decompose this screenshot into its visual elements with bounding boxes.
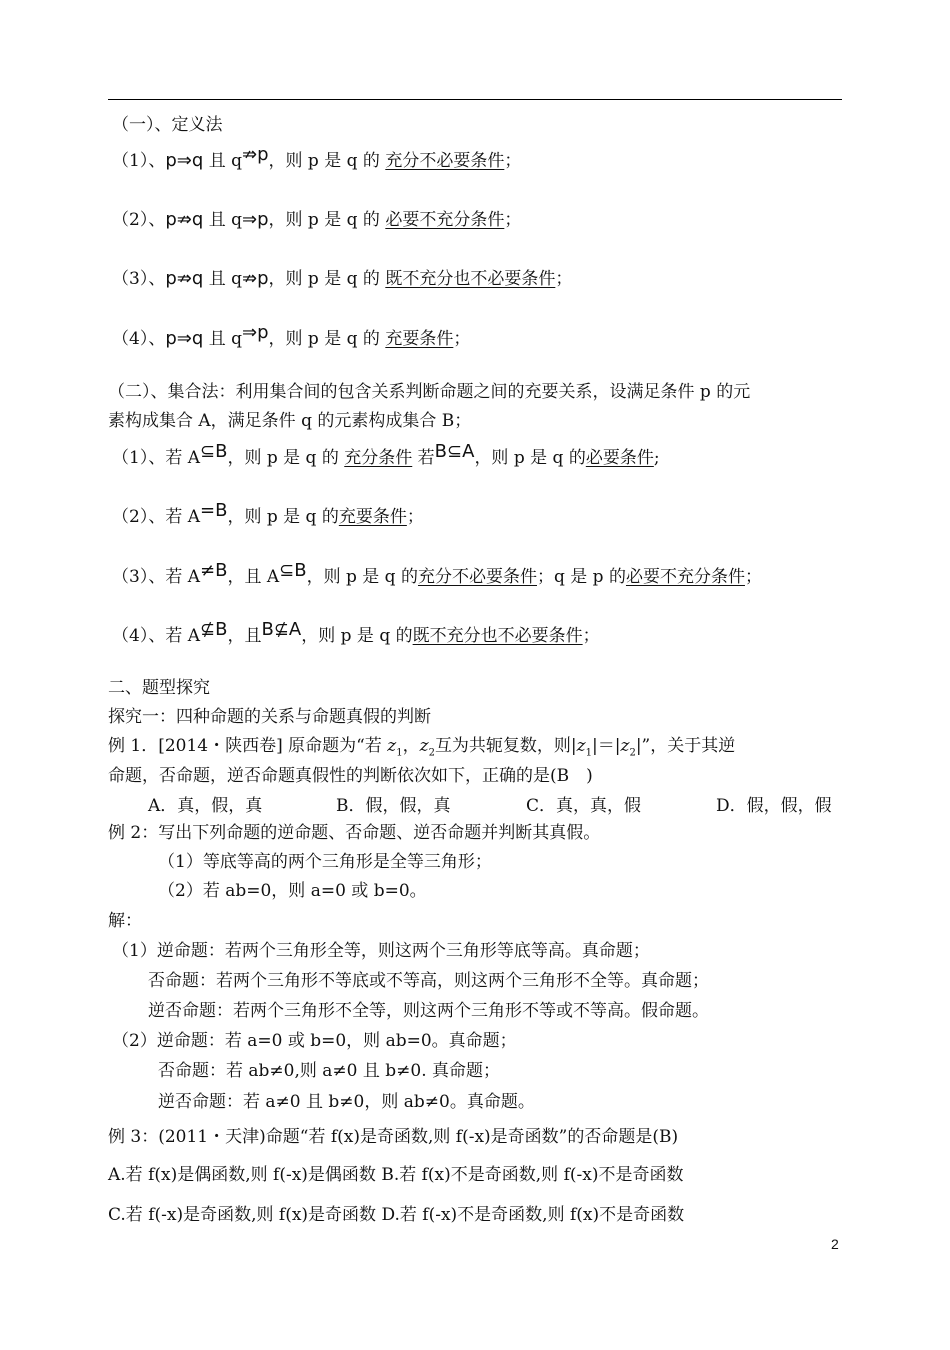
solution-2-contrapositive: 逆否命题：若 a≠0 且 b≠0，则 ab≠0。真命题。 — [158, 1092, 535, 1112]
example-1-line2: 命题，否命题，逆否命题真假性的判断依次如下，正确的是(B ) — [108, 766, 593, 786]
explore-heading: 探究一：四种命题的关系与命题真假的判断 — [108, 707, 431, 727]
option-c: C．真，真，假 — [526, 796, 642, 816]
header-rule — [108, 99, 842, 100]
set-item-2: （2）、若 A=B，则 p 是 q 的充要条件； — [112, 500, 424, 527]
definition-item-3: （3）、p⇏q 且 q⇏p，则 p 是 q 的 既不充分也不必要条件； — [112, 268, 573, 289]
definition-item-1: （1）、p⇒q 且 q⇏p，则 p 是 q 的 充分不必要条件； — [112, 144, 522, 171]
definition-item-4: （4）、p⇒q 且 q⇒p，则 p 是 q 的 充要条件； — [112, 322, 471, 349]
example-3-options-cd: C.若 f(-x)是奇函数,则 f(x)是奇函数 D.若 f(-x)不是奇函数,则 f(x)不是奇函数 — [108, 1205, 685, 1225]
answer-blank: 既不充分也不必要条件 — [412, 626, 583, 646]
answer-blank: 充要条件 — [385, 329, 454, 349]
set-item-1: （1）、若 A⊆B，则 p 是 q 的 充分条件 若B⊆A，则 p 是 q 的必要条件; — [112, 441, 660, 468]
option-b: B．假，假，真 — [336, 796, 451, 816]
set-method-intro-line2: 素构成集合 A，满足条件 q 的元素构成集合 B； — [108, 411, 472, 431]
example-1-line1: 例 1．[2014・陕西卷] 原命题为“若 $z_1$，$z_2$互为共轭复数，则$|z_1|=|z_2|$”，关于其逆 — [108, 736, 736, 759]
answer-blank: 充分不必要条件 — [385, 151, 505, 171]
solution-1-inverse: 否命题：若两个三角形不等底或不等高，则这两个三角形不全等。真命题； — [148, 971, 709, 991]
answer-blank: 充要条件 — [338, 507, 407, 527]
option-a: A．真，假，真 — [148, 796, 263, 816]
example-3-options-ab: A.若 f(x)是偶函数,则 f(-x)是偶函数 B.若 f(x)不是奇函数,则 f(-x)不是奇函数 — [108, 1165, 684, 1185]
option-d: D．假，假，假 — [716, 796, 832, 816]
section-heading: 二、题型探究 — [108, 678, 210, 698]
answer-blank: 充分条件 — [344, 448, 413, 468]
definition-item-2: （2）、p⇏q 且 q⇒p，则 p 是 q 的 必要不充分条件； — [112, 209, 522, 230]
answer-blank: 充分不必要条件 — [417, 567, 537, 587]
example-2-item-1: （1）等底等高的两个三角形是全等三角形； — [158, 852, 492, 872]
page-number: 2 — [831, 1236, 839, 1252]
answer-blank: 必要不充分条件 — [625, 567, 745, 587]
solution-1-contrapositive: 逆否命题：若两个三角形不全等，则这两个三角形不等或不等高。假命题。 — [148, 1001, 709, 1021]
solution-2-inverse: 否命题：若 ab≠0,则 a≠0 且 b≠0. 真命题； — [158, 1061, 501, 1081]
solution-1-converse: （1）逆命题：若两个三角形全等，则这两个三角形等底等高。真命题； — [112, 941, 650, 961]
answer-blank: 必要不充分条件 — [385, 210, 505, 230]
set-method-intro-line1: （二）、集合法：利用集合间的包含关系判断命题之间的充要关系，设满足条件 p 的元 — [108, 382, 751, 402]
answer-blank: 必要条件 — [585, 448, 654, 468]
solution-label: 解： — [108, 911, 142, 931]
section-definition-title: （一）、定义法 — [112, 115, 223, 135]
example-2-title: 例 2：写出下列命题的逆命题、否命题、逆否命题并判断其真假。 — [108, 823, 601, 843]
example-2-item-2: （2）若 ab=0，则 a=0 或 b=0。 — [158, 881, 427, 901]
set-item-3: （3）、若 A≠B，且 A⊆B，则 p 是 q 的充分不必要条件；q 是 p 的必要不充分条件； — [112, 560, 762, 587]
example-3-title: 例 3：(2011・天津)命题“若 f(x)是奇函数,则 f(-x)是奇函数”的否命题是(B) — [108, 1127, 679, 1147]
answer-blank: 既不充分也不必要条件 — [385, 269, 556, 289]
solution-2-converse: （2）逆命题：若 a=0 或 b=0，则 ab=0。真命题； — [112, 1031, 517, 1051]
set-item-4: （4）、若 A⊈B，且B⊈A，则 p 是 q 的既不充分也不必要条件； — [112, 619, 600, 646]
